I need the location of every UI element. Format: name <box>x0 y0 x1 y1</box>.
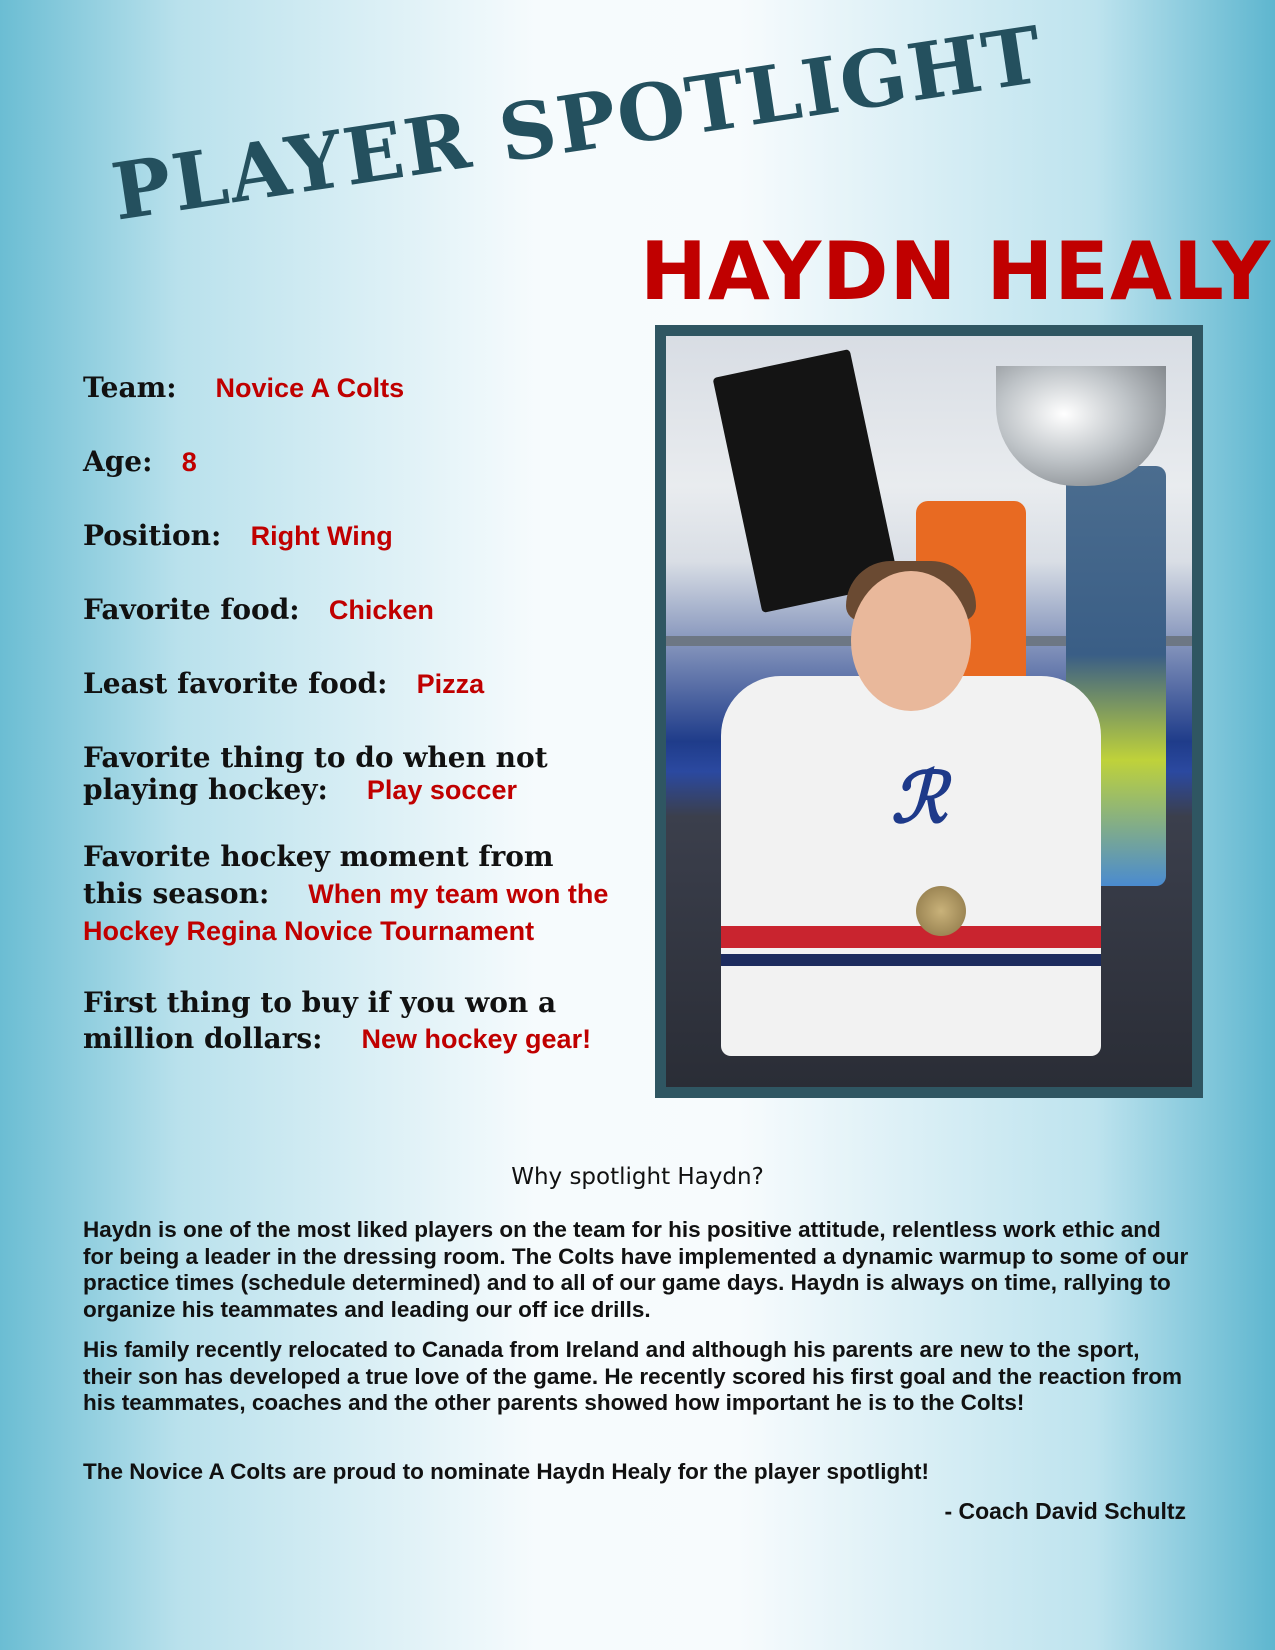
favorite-food-value: Chicken <box>328 595 434 625</box>
favorite-thing-value: Play soccer <box>366 775 517 805</box>
position-field <box>83 520 393 552</box>
million-dollars-value: New hockey gear! <box>361 1024 592 1054</box>
age-value: 8 <box>181 447 197 477</box>
favorite-food-label: Favorite food: <box>83 593 300 626</box>
player-name: HAYDN HEALY <box>640 225 1272 318</box>
favorite-moment-value-1: When my team won the <box>308 879 609 909</box>
team-field <box>83 372 404 404</box>
favorite-moment-label-1: Favorite hockey moment from <box>83 840 554 873</box>
page-title: PLAYER SPOTLIGHT <box>106 9 1050 239</box>
coach-signature: - Coach David Schultz <box>944 1498 1186 1524</box>
favorite-moment-value-2: Hockey Regina Novice Tournament <box>83 916 535 946</box>
position-label: Position: <box>83 519 222 552</box>
favorite-thing-label-1: Favorite thing to do when not <box>83 741 548 774</box>
favorite-moment-field <box>83 838 608 950</box>
million-dollars-field <box>83 985 591 1057</box>
team-value: Novice A Colts <box>215 373 405 403</box>
team-label: Team: <box>83 371 177 404</box>
why-paragraph-3: The Novice A Colts are proud to nominate Haydn Healy for the player spotlight! <box>83 1459 929 1484</box>
why-spotlight-heading: Why spotlight Haydn? <box>511 1164 764 1190</box>
million-dollars-label-1: First thing to buy if you won a <box>83 986 557 1019</box>
position-value: Right Wing <box>250 521 393 551</box>
age-field <box>83 446 197 478</box>
age-label: Age: <box>83 445 153 478</box>
why-paragraph-2: His family recently relocated to Canada from Ireland and although his parents are new to the sport, their son has developed a true love of the game. He recently scored his first goal and the reaction from his teammates, coaches and the other parents showed how important he is to the Colts! <box>83 1337 1183 1415</box>
player-photo: ℛ <box>666 336 1192 1087</box>
favorite-food-field <box>83 594 434 626</box>
least-favorite-food-field <box>83 668 484 700</box>
least-favorite-food-value: Pizza <box>416 669 485 699</box>
favorite-thing-label-2: playing hockey: <box>83 773 328 806</box>
favorite-thing-field <box>83 742 548 806</box>
least-favorite-food-label: Least favorite food: <box>83 667 388 700</box>
favorite-moment-label-2: this season: <box>83 877 270 910</box>
why-paragraph-1: Haydn is one of the most liked players on the team for his positive attitude, relentless work ethic and for being a leader in the dressing room. The Colts have implemented a dynamic warmup to some of our practice times (schedule determined) and to all of our game days. Haydn is always on time, rallying to organize his teammates and leading our off ice drills. <box>83 1217 1189 1322</box>
player-photo-frame <box>655 325 1203 1098</box>
million-dollars-label-2: million dollars: <box>83 1022 323 1055</box>
